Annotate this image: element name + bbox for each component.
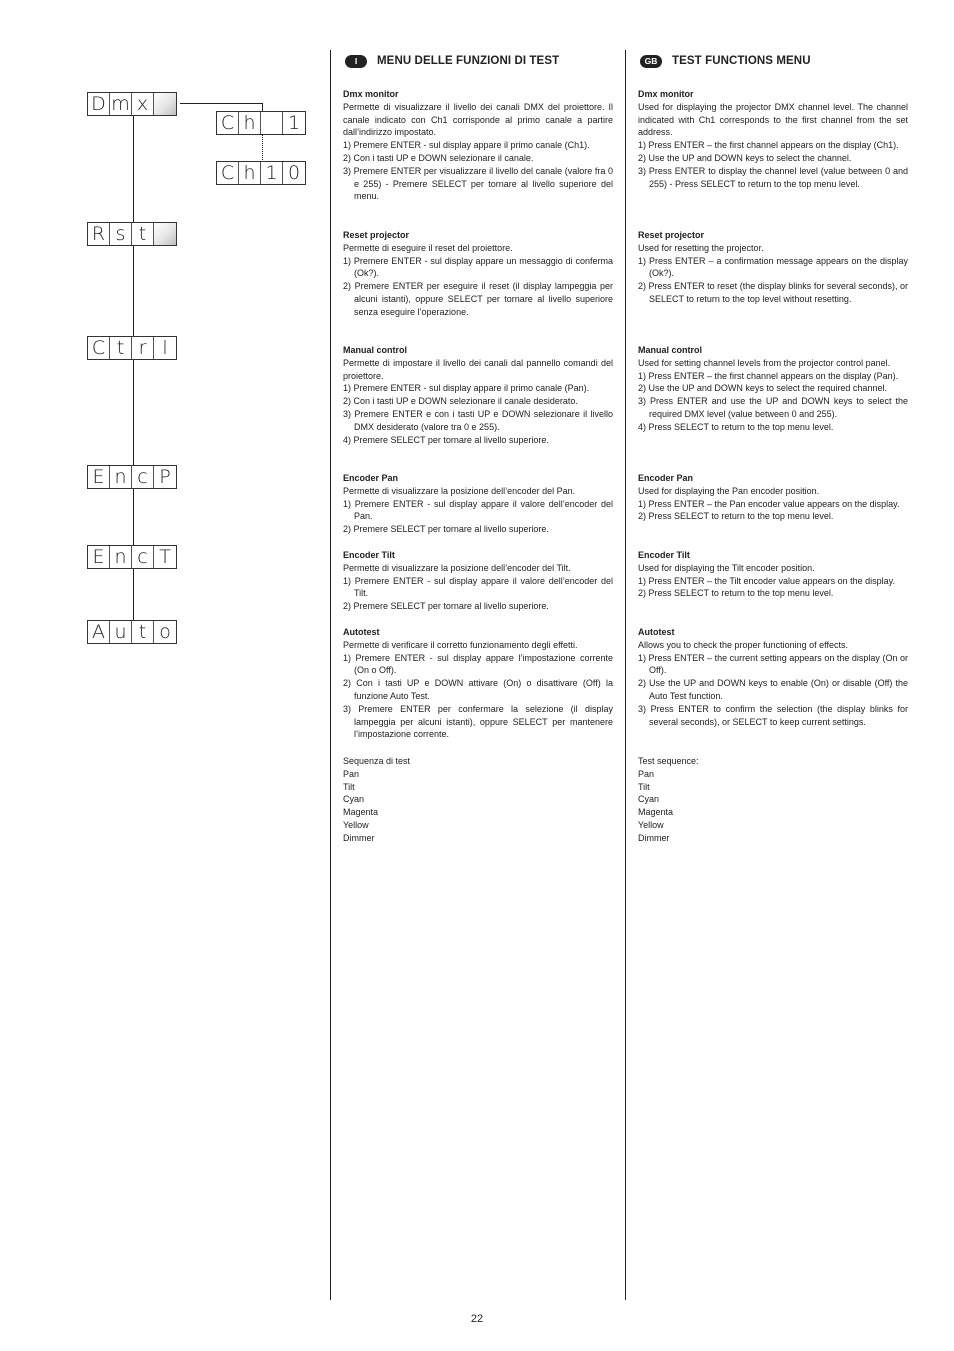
italian-column	[343, 52, 613, 843]
display-char-cell: h	[239, 162, 261, 184]
display-char-cell: 0	[287, 161, 301, 184]
english-header	[638, 52, 908, 70]
dmx-branch-line	[180, 103, 263, 104]
step-item: 2) Use the UP and DOWN keys to select the required channel.	[638, 383, 887, 394]
step-item: 4) Premere SELECT per tornare al livello superiore.	[343, 434, 549, 445]
step-list	[638, 575, 908, 601]
italian-header	[343, 52, 613, 70]
section-title: Dmx monitor	[638, 89, 694, 99]
column-divider-right	[625, 50, 626, 1300]
section-reset-projector	[638, 229, 908, 306]
step-item: 2) Premere SELECT per tornare al livello superiore.	[343, 601, 549, 612]
test-sequence-item: Cyan	[343, 794, 365, 805]
display-char-cell: c	[132, 466, 154, 488]
display-char-cell: A	[88, 621, 110, 643]
section-title: Manual control	[343, 345, 408, 355]
step-list	[638, 652, 908, 729]
section-encoder-tilt	[343, 549, 613, 613]
step-list	[638, 498, 908, 524]
section-title: Reset projector	[638, 230, 705, 240]
step-item: 4) Press SELECT to return to the top menu level.	[638, 421, 834, 432]
step-item: 3) Premere ENTER per visualizzare il livello del canale (valore fra 0 e 255) - Premere SELECT per tornare al livello superiore del menu.	[343, 165, 613, 202]
section-encoder-pan	[638, 472, 908, 523]
step-list	[343, 652, 613, 742]
page-number: 22	[470, 1313, 484, 1325]
step-item: 1) Press ENTER – the current setting appears on the display (On or Off).	[638, 652, 908, 676]
display-char-cell: C	[88, 337, 110, 359]
step-item: 1) Premere ENTER - sul display appare il primo canale (Pan).	[343, 383, 590, 394]
ch-range-dotted-line	[262, 135, 263, 162]
section-intro: Allows you to check the proper functioning of effects.	[638, 639, 848, 650]
test-sequence-item: Magenta	[343, 807, 379, 818]
display-char-cell: c	[132, 546, 154, 568]
step-item: 3) Premere ENTER per confermare la selezione (il display lampeggia per alcuni istanti), oppure SELECT per mantenere l’impostazione corrente.	[343, 703, 613, 740]
display-char-cell: D	[88, 93, 110, 115]
step-item: 1) Premere ENTER - sul display appare il primo canale (Ch1).	[343, 140, 590, 151]
section-autotest	[638, 626, 908, 728]
section-title: Encoder Pan	[343, 473, 399, 483]
display-dmx	[87, 92, 177, 116]
section-intro: Permette di visualizzare il livello dei canali DMX del proiettore. Il canale indicato con Ch1 corrisponde al primo canale a partire dall’indirizzo impostato.	[343, 101, 613, 138]
display-char-cell: n	[110, 466, 132, 488]
test-sequence-item: Yellow	[343, 819, 369, 830]
step-item: 1) Premere ENTER - sul display appare l’impostazione corrente (On o Off).	[343, 652, 613, 676]
step-item: 2) Use the UP and DOWN keys to select the channel.	[638, 152, 852, 163]
english-title: TEST FUNCTIONS MENU	[672, 54, 811, 67]
section-intro: Permette di verificare il corretto funzionamento degli effetti.	[343, 639, 578, 650]
display-char-cell: C	[217, 112, 239, 134]
test-sequence-item: Magenta	[638, 807, 674, 818]
section-dmx-monitor	[638, 88, 908, 190]
section-title: Encoder Tilt	[638, 550, 690, 560]
section-intro: Used for displaying the Tilt encoder position.	[638, 562, 815, 573]
section-intro: Used for displaying the projector DMX channel level. The channel indicated with Ch1 corresponds to the first channel from the set address.	[638, 101, 908, 138]
section-title: Manual control	[638, 345, 703, 355]
test-sequence-heading: Test sequence:	[638, 756, 699, 766]
display-char-cell	[261, 112, 283, 134]
section-title: Dmx monitor	[343, 89, 399, 99]
step-item: 2) Premere ENTER per eseguire il reset (il display lampeggia per alcuni istanti), oppure SELECT per tornare al livello superiore senza eseguire l’operazione.	[343, 281, 613, 317]
step-item: 2) Use the UP and DOWN keys to enable (On) or disable (Off) the Auto Test function.	[638, 678, 908, 701]
display-char-cell: m	[110, 93, 132, 115]
step-item: 1) Press ENTER – a confirmation message appears on the display (Ok?).	[638, 255, 908, 279]
step-list	[343, 498, 613, 536]
step-item: 2) Premere SELECT per tornare al livello superiore.	[343, 524, 549, 535]
display-char-cell: t	[132, 621, 154, 643]
test-sequence-list	[638, 755, 908, 845]
display-char-cell: s	[110, 223, 132, 245]
display-rst	[87, 222, 177, 246]
step-item: 3) Press ENTER to display the channel level (value between 0 and 255) - Press SELECT to return to the top menu level.	[638, 165, 908, 189]
display-char-cell: n	[110, 546, 132, 568]
section-intro: Permette di eseguire il reset del proiettore.	[343, 242, 513, 253]
display-char-cell: t	[132, 223, 154, 245]
language-badge-gb: GB	[640, 55, 662, 68]
display-char-cell: C	[217, 162, 239, 184]
display-char-cell: x	[132, 93, 154, 115]
test-sequence-item: Pan	[638, 768, 655, 779]
language-badge-it: I	[345, 55, 367, 68]
section-title: Autotest	[638, 627, 675, 637]
step-item: 1) Premere ENTER - sul display appare il valore dell’encoder del Tilt.	[343, 575, 613, 599]
step-item: 1) Premere ENTER - sul display appare un messaggio di conferma (Ok?).	[343, 255, 613, 279]
test-sequence-item: Pan	[343, 768, 360, 779]
section-intro: Permette di impostare il livello dei canali dal pannello comandi del proiettore.	[343, 357, 613, 381]
step-item: 1) Premere ENTER - sul display appare il valore dell’encoder del Pan.	[343, 498, 613, 522]
display-enct	[87, 545, 177, 569]
section-reset-projector	[343, 229, 613, 319]
display-char-cell: 1	[287, 111, 301, 134]
section-title: Autotest	[343, 627, 380, 637]
display-char-cell: E	[88, 466, 110, 488]
test-sequence-item: Cyan	[638, 794, 660, 805]
step-item: 2) Press ENTER to reset (the display blinks for several seconds), or SELECT to return to the top level without resetting.	[638, 281, 908, 304]
section-title: Encoder Pan	[638, 473, 694, 483]
test-sequence-item: Tilt	[343, 781, 355, 792]
step-item: 1) Press ENTER – the Pan encoder value appears on the display.	[638, 498, 900, 509]
display-char-cell: o	[159, 620, 171, 643]
step-item: 2) Con i tasti UP e DOWN attivare (On) o disattivare (Off) la funzione Auto Test.	[343, 678, 613, 701]
display-char-cell: u	[110, 621, 132, 643]
display-char-cell	[154, 223, 176, 245]
section-manual-control	[343, 344, 613, 446]
section-encoder-pan	[343, 472, 613, 536]
display-char-cell: P	[159, 465, 171, 488]
display-char-cell: t	[110, 337, 132, 359]
english-column	[638, 52, 908, 843]
display-encp	[87, 465, 177, 489]
test-sequence-item: Dimmer	[638, 832, 670, 843]
section-dmx-monitor	[343, 88, 613, 203]
display-char-cell: l	[162, 336, 168, 359]
section-autotest	[343, 626, 613, 741]
display-ch10	[216, 161, 306, 185]
step-item: 2) Press SELECT to return to the top menu level.	[638, 511, 834, 522]
step-item: 1) Press ENTER – the first channel appears on the display (Pan).	[638, 370, 899, 381]
step-list	[343, 382, 613, 446]
display-auto	[87, 620, 177, 644]
step-list	[638, 139, 908, 190]
step-item: 3) Press ENTER to confirm the selection (the display blinks for several seconds), or SELECT to keep current settings.	[638, 703, 908, 727]
display-char-cell: h	[239, 112, 261, 134]
step-item: 2) Press SELECT to return to the top menu level.	[638, 588, 834, 599]
step-item: 3) Press ENTER and use the UP and DOWN keys to select the required DMX level (value between 0 and 255).	[638, 396, 908, 419]
display-char-cell: E	[88, 546, 110, 568]
section-intro: Used for resetting the projector.	[638, 242, 764, 253]
step-item: 3) Premere ENTER e con i tasti UP e DOWN selezionare il livello DMX desiderato (valore tra 0 e 255).	[343, 408, 613, 432]
step-item: 2) Con i tasti UP e DOWN selezionare il canale desiderato.	[343, 396, 578, 407]
test-sequence-list	[343, 755, 613, 845]
italian-title: MENU DELLE FUNZIONI DI TEST	[377, 54, 560, 67]
test-sequence-item: Dimmer	[343, 832, 375, 843]
display-ch1	[216, 111, 306, 135]
display-char-cell: r	[132, 337, 154, 359]
section-title: Encoder Tilt	[343, 550, 395, 560]
step-list	[343, 139, 613, 203]
display-ctrl	[87, 336, 177, 360]
step-item: 2) Con i tasti UP e DOWN selezionare il canale.	[343, 152, 534, 163]
step-list	[638, 370, 908, 434]
test-sequence-item: Tilt	[638, 781, 650, 792]
test-sequence-item: Yellow	[638, 819, 664, 830]
section-intro: Permette di visualizzare la posizione dell’encoder del Tilt.	[343, 562, 571, 573]
step-item: 1) Press ENTER – the Tilt encoder value appears on the display.	[638, 575, 895, 586]
display-char-cell: 1	[261, 162, 283, 184]
step-list	[343, 255, 613, 319]
section-intro: Permette di visualizzare la posizione dell’encoder del Pan.	[343, 485, 576, 496]
display-char-cell	[154, 93, 176, 115]
step-list	[343, 575, 613, 613]
column-divider-left	[330, 50, 331, 1300]
section-intro: Used for displaying the Pan encoder position.	[638, 485, 820, 496]
section-encoder-tilt	[638, 549, 908, 600]
step-item: 1) Press ENTER – the first channel appears on the display (Ch1).	[638, 140, 899, 151]
section-intro: Used for setting channel levels from the projector control panel.	[638, 357, 891, 368]
section-title: Reset projector	[343, 230, 410, 240]
test-sequence-heading: Sequenza di test	[343, 756, 411, 766]
display-char-cell: T	[159, 545, 171, 568]
display-char-cell: R	[88, 223, 110, 245]
section-manual-control	[638, 344, 908, 434]
step-list	[638, 255, 908, 306]
